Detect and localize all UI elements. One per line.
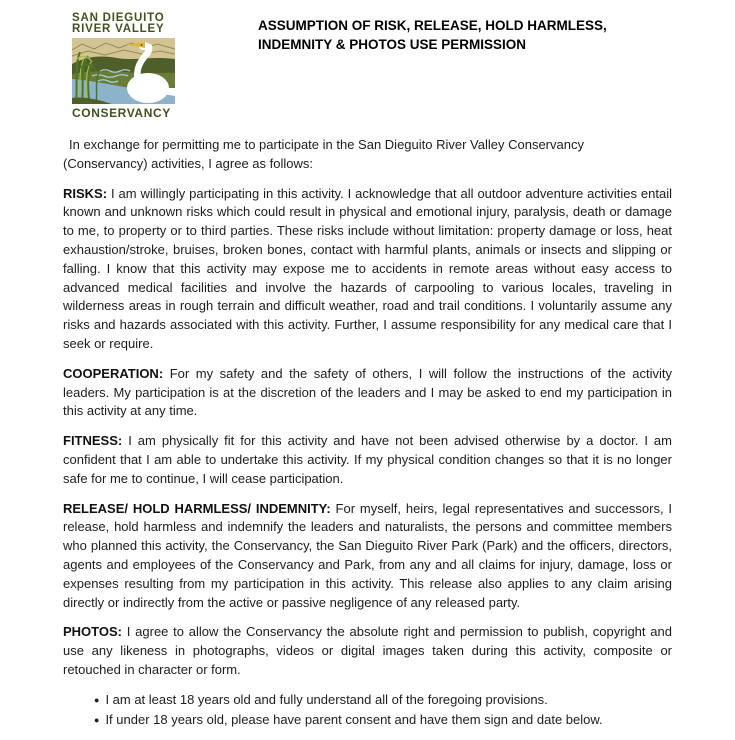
- logo-name-line3: CONSERVANCY: [72, 106, 171, 120]
- bullet-text-minor: If under 18 years old, please have parent consent and have them sign and date below.: [105, 711, 603, 727]
- risks-heading: RISKS:: [63, 185, 108, 201]
- logo-name-line2: RIVER VALLEY: [72, 23, 165, 35]
- bullet-icon: ●: [94, 714, 100, 725]
- provisions-bullet-list: [94, 691, 672, 731]
- river-valley-scene-icon: [72, 38, 175, 104]
- cooperation-heading: COOPERATION:: [63, 365, 164, 381]
- fitness-paragraph: [63, 432, 672, 488]
- list-item: [94, 711, 672, 731]
- egret-body: [127, 73, 169, 103]
- egret-eye: [141, 44, 143, 46]
- logo-name-line1: SAN DIEGUITO: [72, 12, 165, 24]
- photos-text: I agree to allow the Conservancy the absolute right and permission to publish, copyright and use any likeness in photographs, videos or digital images taken during this activity, composite or retouched in character or form.: [63, 624, 672, 677]
- conservancy-logo: [72, 13, 175, 119]
- risks-paragraph: [63, 185, 672, 354]
- photos-paragraph: [63, 623, 672, 679]
- document-title: ASSUMPTION OF RISK, RELEASE, HOLD HARMLESS, INDEMNITY & PHOTOS USE PERMISSION: [258, 18, 607, 52]
- list-item: [94, 691, 672, 711]
- release-heading: RELEASE/ HOLD HARMLESS/ INDEMNITY:: [63, 500, 331, 516]
- risks-text: I am willingly participating in this activity. I acknowledge that all outdoor adventure activities entail known and unknown risks which could result in physical and emotional injury, paralysis, death or damage to me, to property or to third parties. These risks include without limitation: property damage or loss, heat exhaustion/stroke, bruises, broken bones, contact with harmful plants, animals or insects and slipping or falling. I know that this activity may expose me to accidents in remote areas without easy access to advanced medical facilities and involve the hazards of carpooling to various locales, traveling in wilderness areas in rough terrain and difficult weather, road and trail conditions. I voluntarily assume any risks and hazards associated with this activity. Further, I assume responsibility for any medical care that I seek or require.: [63, 185, 672, 351]
- fitness-text: I am physically fit for this activity and have not been advised otherwise by a doctor. I am confident that I am able to undertake this activity. If my physical condition changes so that it is no longer safe for me to continue, I will cease participation.: [63, 433, 672, 486]
- fitness-heading: FITNESS:: [63, 433, 123, 449]
- cooperation-paragraph: [63, 365, 672, 421]
- release-paragraph: [63, 500, 672, 613]
- bullet-text-age: I am at least 18 years old and fully understand all of the foregoing provisions.: [105, 691, 548, 707]
- intro-paragraph: In exchange for permitting me to participate in the San Dieguito River Valley Conservancy (Conservancy) activities, I agree as follows:: [63, 137, 584, 171]
- bullet-icon: ●: [94, 694, 100, 705]
- document-body: [63, 136, 672, 730]
- cooperation-text: For my safety and the safety of others, I will follow the instructions of the activity leaders. My participation is at the discretion of the leaders and I may be asked to end my participation in this activity at any time.: [63, 365, 672, 419]
- release-text: For myself, heirs, legal representatives and successors, I release, hold harmless and indemnify the leaders and naturalists, the persons and committee members who planned this activity, the Conservancy, the San Dieguito River Park (Park) and the officers, directors, agents and employees of the Conservancy and Park, from any and all claims for injury, damage, loss or expenses resulting from my participation in this activity. This release also applies to any claim arising directly or indirectly from the active or passive negligence of any released party.: [63, 500, 672, 610]
- photos-heading: PHOTOS:: [63, 624, 122, 640]
